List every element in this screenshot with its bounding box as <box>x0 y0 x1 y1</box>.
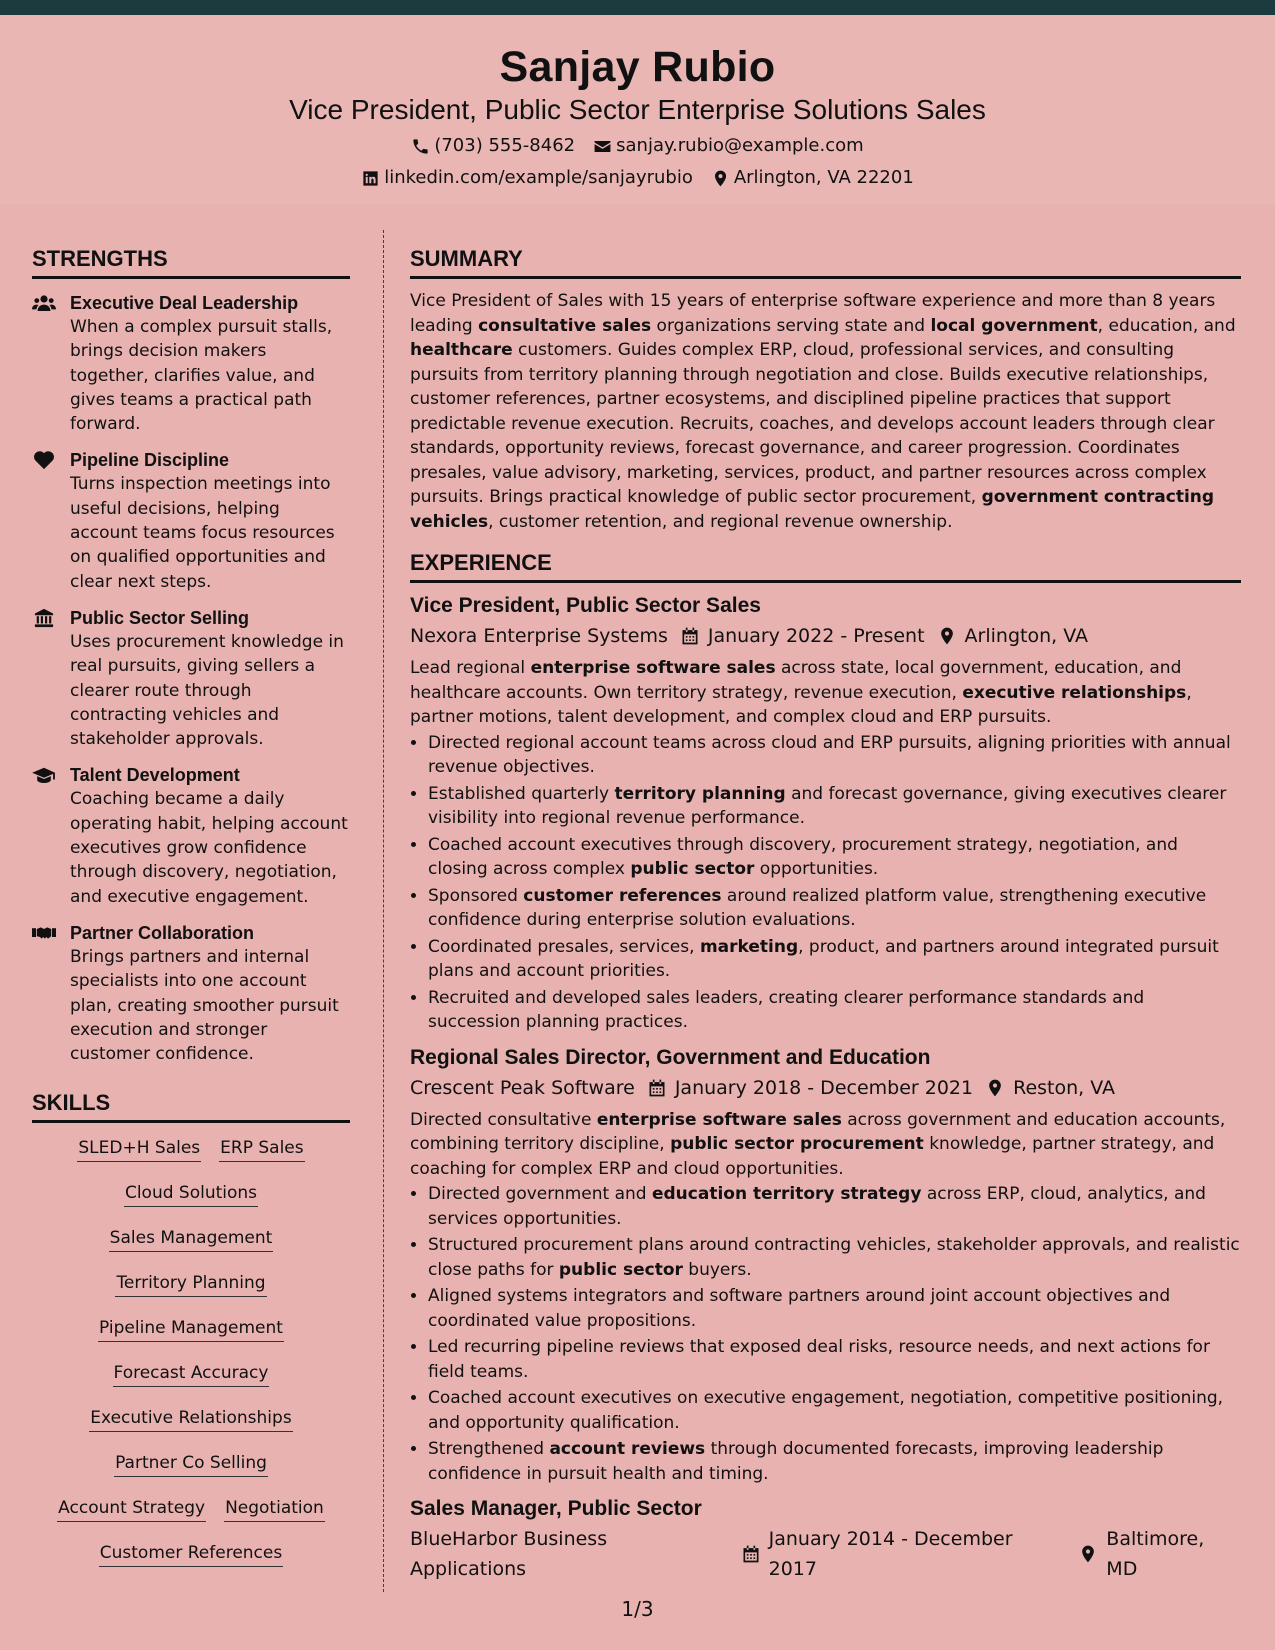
strengths-heading: STRENGTHS <box>32 244 350 279</box>
job-company: BlueHarbor Business Applications <box>410 1528 608 1580</box>
skill-tag: Sales Management <box>109 1225 274 1252</box>
skill-tag: Negotiation <box>224 1495 325 1522</box>
job-bullet: • Directed regional account teams across cloud and ERP pursuits, aligning priorities with annual revenue objectives. <box>428 731 1241 780</box>
strength-name: Talent Development <box>70 765 240 786</box>
job-bullet: • Structured procurement plans around contracting vehicles, stakeholder approvals, and realistic close paths for public sector buyers. <box>428 1233 1241 1282</box>
graduation-cap-icon <box>32 765 56 785</box>
job-location: Baltimore, MD <box>1078 1524 1241 1584</box>
calendar-icon <box>741 1544 761 1564</box>
institution-icon <box>32 608 56 628</box>
skills-row <box>32 1405 350 1450</box>
strength-name: Partner Collaboration <box>70 922 255 943</box>
experience-heading: EXPERIENCE <box>410 548 1241 583</box>
handshake-icon <box>32 923 56 943</box>
linkedin-text[interactable]: linkedin.com/example/sanjayrubio <box>384 167 693 188</box>
phone-icon <box>411 137 430 156</box>
strengths-list <box>32 291 350 1066</box>
page-number: 1/3 <box>621 1597 654 1621</box>
skill-tag: Customer References <box>99 1540 283 1567</box>
envelope-icon <box>593 137 612 156</box>
contact-row-1 <box>0 133 1275 159</box>
strength-name: Public Sector Selling <box>70 607 250 628</box>
candidate-name: Sanjay Rubio <box>499 43 776 91</box>
linkedin-contact[interactable] <box>361 165 693 191</box>
strength-item <box>32 606 350 751</box>
heart-icon <box>32 450 56 470</box>
job-dates: January 2014 - December 2017 <box>741 1524 1067 1584</box>
job-title: Sales Manager, Public Sector <box>410 1497 702 1520</box>
job-bullet: • Strengthened account reviews through documented forecasts, improving leadership confidence in pursuit health and timing. <box>428 1437 1241 1486</box>
summary-heading: SUMMARY <box>410 244 1241 279</box>
skill-tag: Executive Relationships <box>89 1405 292 1432</box>
job-bullet: • Established quarterly territory planning and forecast governance, giving executives clearer visibility into regional revenue performance. <box>428 782 1241 831</box>
contact-row-2 <box>0 165 1275 191</box>
resume-header <box>0 15 1275 204</box>
job-location: Arlington, VA <box>937 621 1088 651</box>
left-column <box>32 244 350 1585</box>
job-bullet: • Coached account executives on executive engagement, negotiation, competitive positioning, and opportunity qualification. <box>428 1386 1241 1435</box>
skills-heading: SKILLS <box>32 1088 350 1123</box>
top-accent-bar <box>0 0 1275 15</box>
job-bullets <box>410 731 1241 1035</box>
strength-description: Uses procurement knowledge in real pursuits, giving sellers a clearer route through contracting vehicles and stakeholder approvals. <box>70 631 344 750</box>
calendar-icon <box>647 1078 667 1098</box>
job-dates: January 2022 - Present <box>680 621 925 651</box>
job-company: Crescent Peak Software <box>410 1076 635 1099</box>
job-title: Vice President, Public Sector Sales <box>410 594 761 617</box>
strength-description: Coaching became a daily operating habit, helping account executives grow confidence through discovery, negotiation, and executive engagement. <box>70 789 348 907</box>
candidate-title: Vice President, Public Sector Enterprise Solutions Sales <box>289 94 986 125</box>
job-bullet: • Led recurring pipeline reviews that exposed deal risks, resource needs, and next actions for field teams. <box>428 1335 1241 1384</box>
map-marker-icon <box>937 626 957 646</box>
skills-row <box>32 1135 350 1180</box>
summary-text: Vice President of Sales with 15 years of enterprise software experience and more than 8 years leading consultative sales organizations serving state and local government, education, and healthcare customers. Guides complex ERP, cloud, professional services, and consulting pursuits from territory planning through negotiation and close. Builds executive relationships, customer references, partner ecosystems, and disciplined pipeline practices that support predictable revenue execution. Recruits, coaches, and develops account leaders through clear standards, opportunity reviews, forecast governance, and career progression. Coordinates presales, value advisory, marketing, services, product, and partner resources across complex pursuits. Brings practical knowledge of public sector procurement, government contracting vehicles, customer retention, and regional revenue ownership. <box>410 291 1236 532</box>
map-marker-icon <box>711 169 730 188</box>
email-contact[interactable] <box>593 133 864 159</box>
phone-text: (703) 555-8462 <box>434 135 576 156</box>
map-marker-icon <box>1078 1544 1098 1564</box>
job-meta <box>410 621 1241 651</box>
strength-item <box>32 763 350 908</box>
job-meta <box>410 1524 1241 1584</box>
strength-name: Executive Deal Leadership <box>70 293 299 313</box>
skills-list <box>32 1135 350 1585</box>
skill-tag: Partner Co Selling <box>114 1450 268 1477</box>
email-text[interactable]: sanjay.rubio@example.com <box>616 135 864 156</box>
job-entry <box>410 591 1241 1035</box>
linkedin-icon <box>361 169 380 188</box>
strength-item <box>32 921 350 1066</box>
job-description: Lead regional enterprise software sales across state, local government, education, and healthcare accounts. Own territory strategy, revenue execution, executive relationships, partner motions, talent development, and complex cloud and ERP pursuits. <box>410 658 1192 727</box>
right-column <box>410 244 1241 1584</box>
skills-row <box>32 1315 350 1360</box>
skills-row <box>32 1495 350 1540</box>
job-description: Directed consultative enterprise software sales across government and education accounts, combining territory discipline, public sector procurement knowledge, partner strategy, and coaching for complex ERP and cloud opportunities. <box>410 1109 1226 1179</box>
job-dates: January 2018 - December 2021 <box>647 1073 973 1103</box>
job-bullets <box>410 1182 1241 1486</box>
strength-description: Turns inspection meetings into useful decisions, helping account teams focus resources on qualified opportunities and clear next steps. <box>70 474 335 592</box>
skill-tag: Pipeline Management <box>98 1315 284 1342</box>
job-entry <box>410 1043 1241 1487</box>
skills-row <box>32 1180 350 1225</box>
experience-list <box>410 591 1241 1584</box>
job-entry <box>410 1494 1241 1584</box>
job-bullet: • Recruited and developed sales leaders, creating clearer performance standards and succession planning practices. <box>428 986 1241 1035</box>
strength-item <box>32 291 350 436</box>
job-bullet: • Coached account executives through discovery, procurement strategy, negotiation, and closing across complex public sector opportunities. <box>428 833 1241 882</box>
skills-row <box>32 1540 350 1585</box>
skills-row <box>32 1450 350 1495</box>
calendar-icon <box>680 626 700 646</box>
map-marker-icon <box>985 1078 1005 1098</box>
skills-row <box>32 1270 350 1315</box>
location-text: Arlington, VA 22201 <box>733 167 914 188</box>
location-contact <box>711 165 914 191</box>
skill-tag: Cloud Solutions <box>124 1180 258 1207</box>
strength-item <box>32 448 350 593</box>
skills-row <box>32 1360 350 1405</box>
job-bullet: • Directed government and education territory strategy across ERP, cloud, analytics, and services opportunities. <box>428 1182 1241 1231</box>
job-bullet: • Sponsored customer references around realized platform value, strengthening executive confidence during enterprise solution evaluations. <box>428 884 1241 933</box>
job-title: Regional Sales Director, Government and Education <box>410 1045 931 1069</box>
column-divider <box>383 230 384 1592</box>
skill-tag: Forecast Accuracy <box>113 1360 270 1387</box>
skill-tag: Territory Planning <box>115 1270 266 1297</box>
strength-description: Brings partners and internal specialists into one account plan, creating smoother pursuit execution and stronger customer confidence. <box>70 946 339 1065</box>
job-company: Nexora Enterprise Systems <box>410 625 668 647</box>
phone-contact <box>411 133 575 159</box>
skill-tag: Account Strategy <box>57 1495 206 1522</box>
skill-tag: SLED+H Sales <box>77 1135 201 1162</box>
skill-tag: ERP Sales <box>219 1135 304 1162</box>
strength-description: When a complex pursuit stalls, brings decision makers together, clarifies value, and gives teams a practical path forward. <box>70 317 333 435</box>
job-bullet: • Aligned systems integrators and software partners around joint account objectives and coordinated value propositions. <box>428 1284 1241 1333</box>
strength-name: Pipeline Discipline <box>70 450 230 471</box>
users-icon <box>32 293 56 313</box>
job-bullet: • Coordinated presales, services, marketing, product, and partners around integrated pursuit plans and account priorities. <box>428 935 1241 984</box>
skills-row <box>32 1225 350 1270</box>
job-meta <box>410 1073 1241 1103</box>
job-location: Reston, VA <box>985 1073 1115 1103</box>
